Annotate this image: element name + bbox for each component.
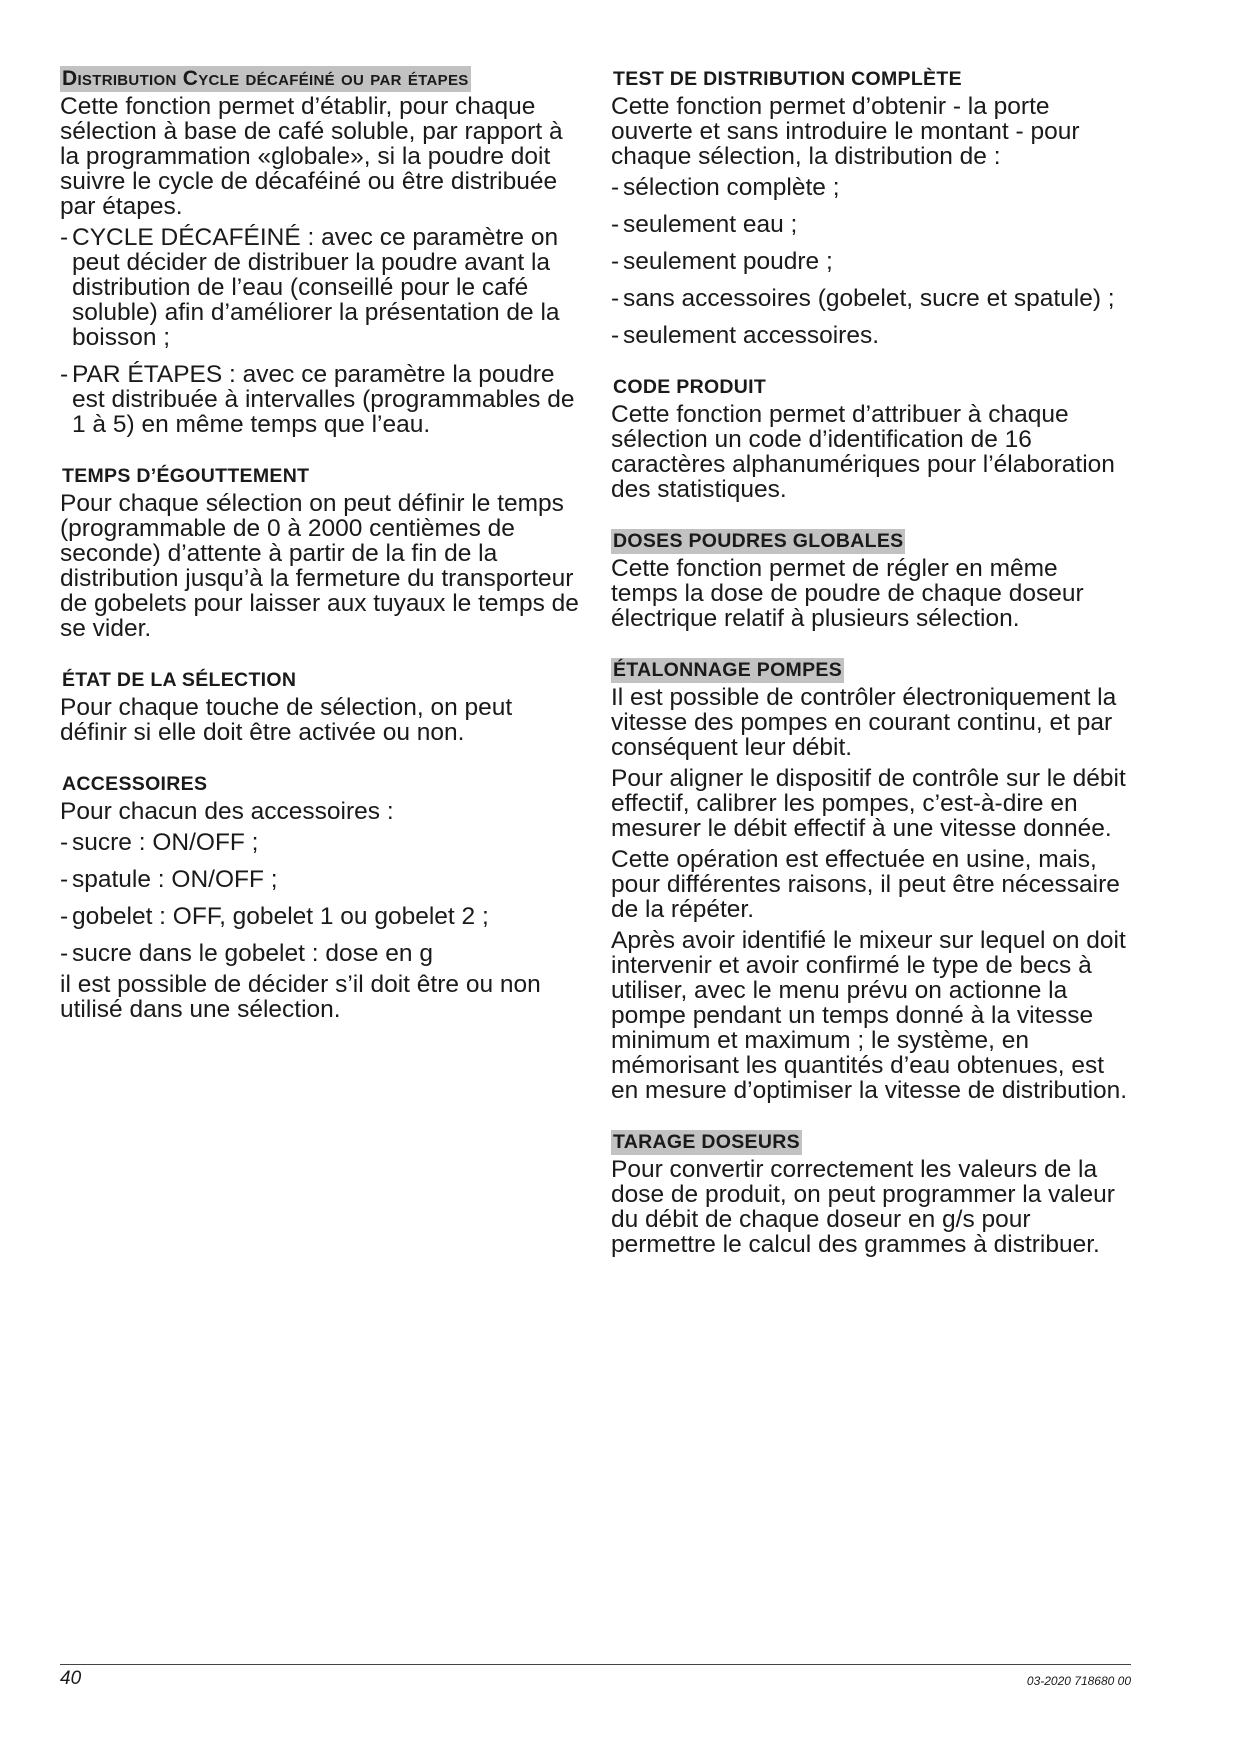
section-heading (611, 66, 1131, 92)
footer-rule (60, 1664, 1131, 1665)
section-heading-label: CODE PRODUIT (613, 376, 767, 398)
option-list (60, 830, 580, 966)
list-item: - sucre dans le gobelet : dose en g (60, 941, 580, 966)
section-paragraph: Pour convertir correctement les valeurs de la dose de produit, on peut programmer la valeur du débit de chaque doseur en g/s pour permettre le calcul des grammes à distribuer. (611, 1156, 1115, 1258)
section-etat-selection (60, 667, 580, 745)
section-accessoires (60, 771, 580, 1022)
section-distribution-cycle (60, 66, 580, 437)
section-paragraph: Cette fonction permet de régler en même temps la dose de poudre de chaque doseur électrique relatif à plusieurs sélection. (611, 555, 1084, 632)
section-tarage-doseurs (611, 1129, 1131, 1257)
section-heading-label: TEMPS D’ÉGOUTTEMENT (62, 465, 310, 487)
section-paragraph: Il est possible de contrôler électroniquement la vitesse des pompes en courant continu, et par conséquent leur débit. (611, 684, 1117, 761)
left-column (60, 66, 580, 1048)
list-item: - sucre : ON/OFF ; (60, 830, 580, 855)
document-code: 03-2020 718680 00 (1026, 1674, 1131, 1688)
section-heading (60, 463, 580, 489)
section-temps-egouttement (60, 463, 580, 641)
section-etalonnage-pompes (611, 657, 1131, 1103)
section-paragraph: Pour chacun des accessoires : (60, 798, 394, 825)
section-heading (611, 374, 1131, 400)
page-number: 40 (60, 1668, 82, 1689)
section-heading (60, 771, 580, 797)
section-paragraph: Pour chaque touche de sélection, on peut définir si elle doit être activée ou non. (60, 694, 513, 746)
list-item: - PAR ÉTAPES : avec ce paramètre la poudre est distribuée à intervalles (programmables de 1 à 5) en même temps que l’eau. (60, 362, 580, 437)
section-heading (60, 66, 580, 92)
section-heading-label: DOSES POUDRES GLOBALES (613, 530, 904, 552)
section-paragraph: Cette fonction permet d’obtenir - la porte ouverte et sans introduire le montant - pour chaque sélection, la distribution de : (611, 93, 1080, 170)
list-item: - gobelet : OFF, gobelet 1 ou gobelet 2 ; (60, 904, 580, 929)
section-code-produit (611, 374, 1131, 502)
list-item: - sans accessoires (gobelet, sucre et spatule) ; (611, 286, 1131, 311)
section-paragraph: Cette fonction permet d’attribuer à chaque sélection un code d’identification de 16 caractères alphanumériques pour l’élaboration des statistiques. (611, 401, 1115, 503)
section-heading (611, 528, 1131, 554)
list-item: - CYCLE DÉCAFÉINÉ : avec ce paramètre on peut décider de distribuer la poudre avant la distribution de l’eau (conseillé pour le café soluble) afin d’améliorer la présentation de la boisson ; (60, 225, 580, 350)
section-test-distribution (611, 66, 1131, 348)
section-heading-label: TARAGE DOSEURS (613, 1131, 800, 1153)
option-list (611, 175, 1131, 348)
section-heading (611, 657, 1131, 683)
list-item: - seulement accessoires. (611, 323, 1131, 348)
section-doses-poudres (611, 528, 1131, 631)
section-paragraph: Pour aligner le dispositif de contrôle sur le débit effectif, calibrer les pompes, c’est-à-dire en mesurer le débit effectif à une vitesse donnée. (611, 765, 1126, 842)
section-paragraph: Cette fonction permet d’établir, pour chaque sélection à base de café soluble, par rapport à la programmation «globale», si la poudre doit suivre le cycle de décaféiné ou être distribuée par étapes. (60, 93, 563, 220)
list-item: - spatule : ON/OFF ; (60, 867, 580, 892)
section-paragraph: il est possible de décider s’il doit être ou non utilisé dans une sélection. (60, 971, 541, 1023)
section-heading-label: ÉTALONNAGE POMPES (613, 659, 843, 681)
section-paragraph: Après avoir identifié le mixeur sur lequel on doit intervenir et avoir confirmé le type de becs à utiliser, avec le menu prévu on actionne la pompe pendant un temps donné à la vitesse minimum et maximum ; le système, en mémorisant les quantités d’eau obtenues, est en mesure d’optimiser la vitesse de distribution. (611, 927, 1128, 1104)
section-heading (60, 667, 580, 693)
list-item: - seulement eau ; (611, 212, 1131, 237)
section-heading (611, 1129, 1131, 1155)
section-paragraph: Pour chaque sélection on peut définir le temps (programmable de 0 à 2000 centièmes de seconde) d’attente à partir de la fin de la distribution jusqu’à la fermeture du transporteur de gobelets pour laisser aux tuyaux le temps de se vider. (60, 490, 579, 642)
section-heading-label: Distribution Cycle décaféiné ou par étapes (62, 67, 469, 90)
section-heading-label: TEST DE DISTRIBUTION COMPLÈTE (613, 68, 962, 90)
list-item: - sélection complète ; (611, 175, 1131, 200)
list-item: - seulement poudre ; (611, 249, 1131, 274)
section-paragraph: Cette opération est effectuée en usine, mais, pour différentes raisons, il peut être nécessaire de la répéter. (611, 846, 1120, 923)
option-list (60, 225, 580, 437)
right-column (611, 66, 1131, 1283)
section-heading-label: ACCESSOIRES (62, 773, 208, 795)
section-heading-label: ÉTAT DE LA SÉLECTION (62, 669, 297, 691)
